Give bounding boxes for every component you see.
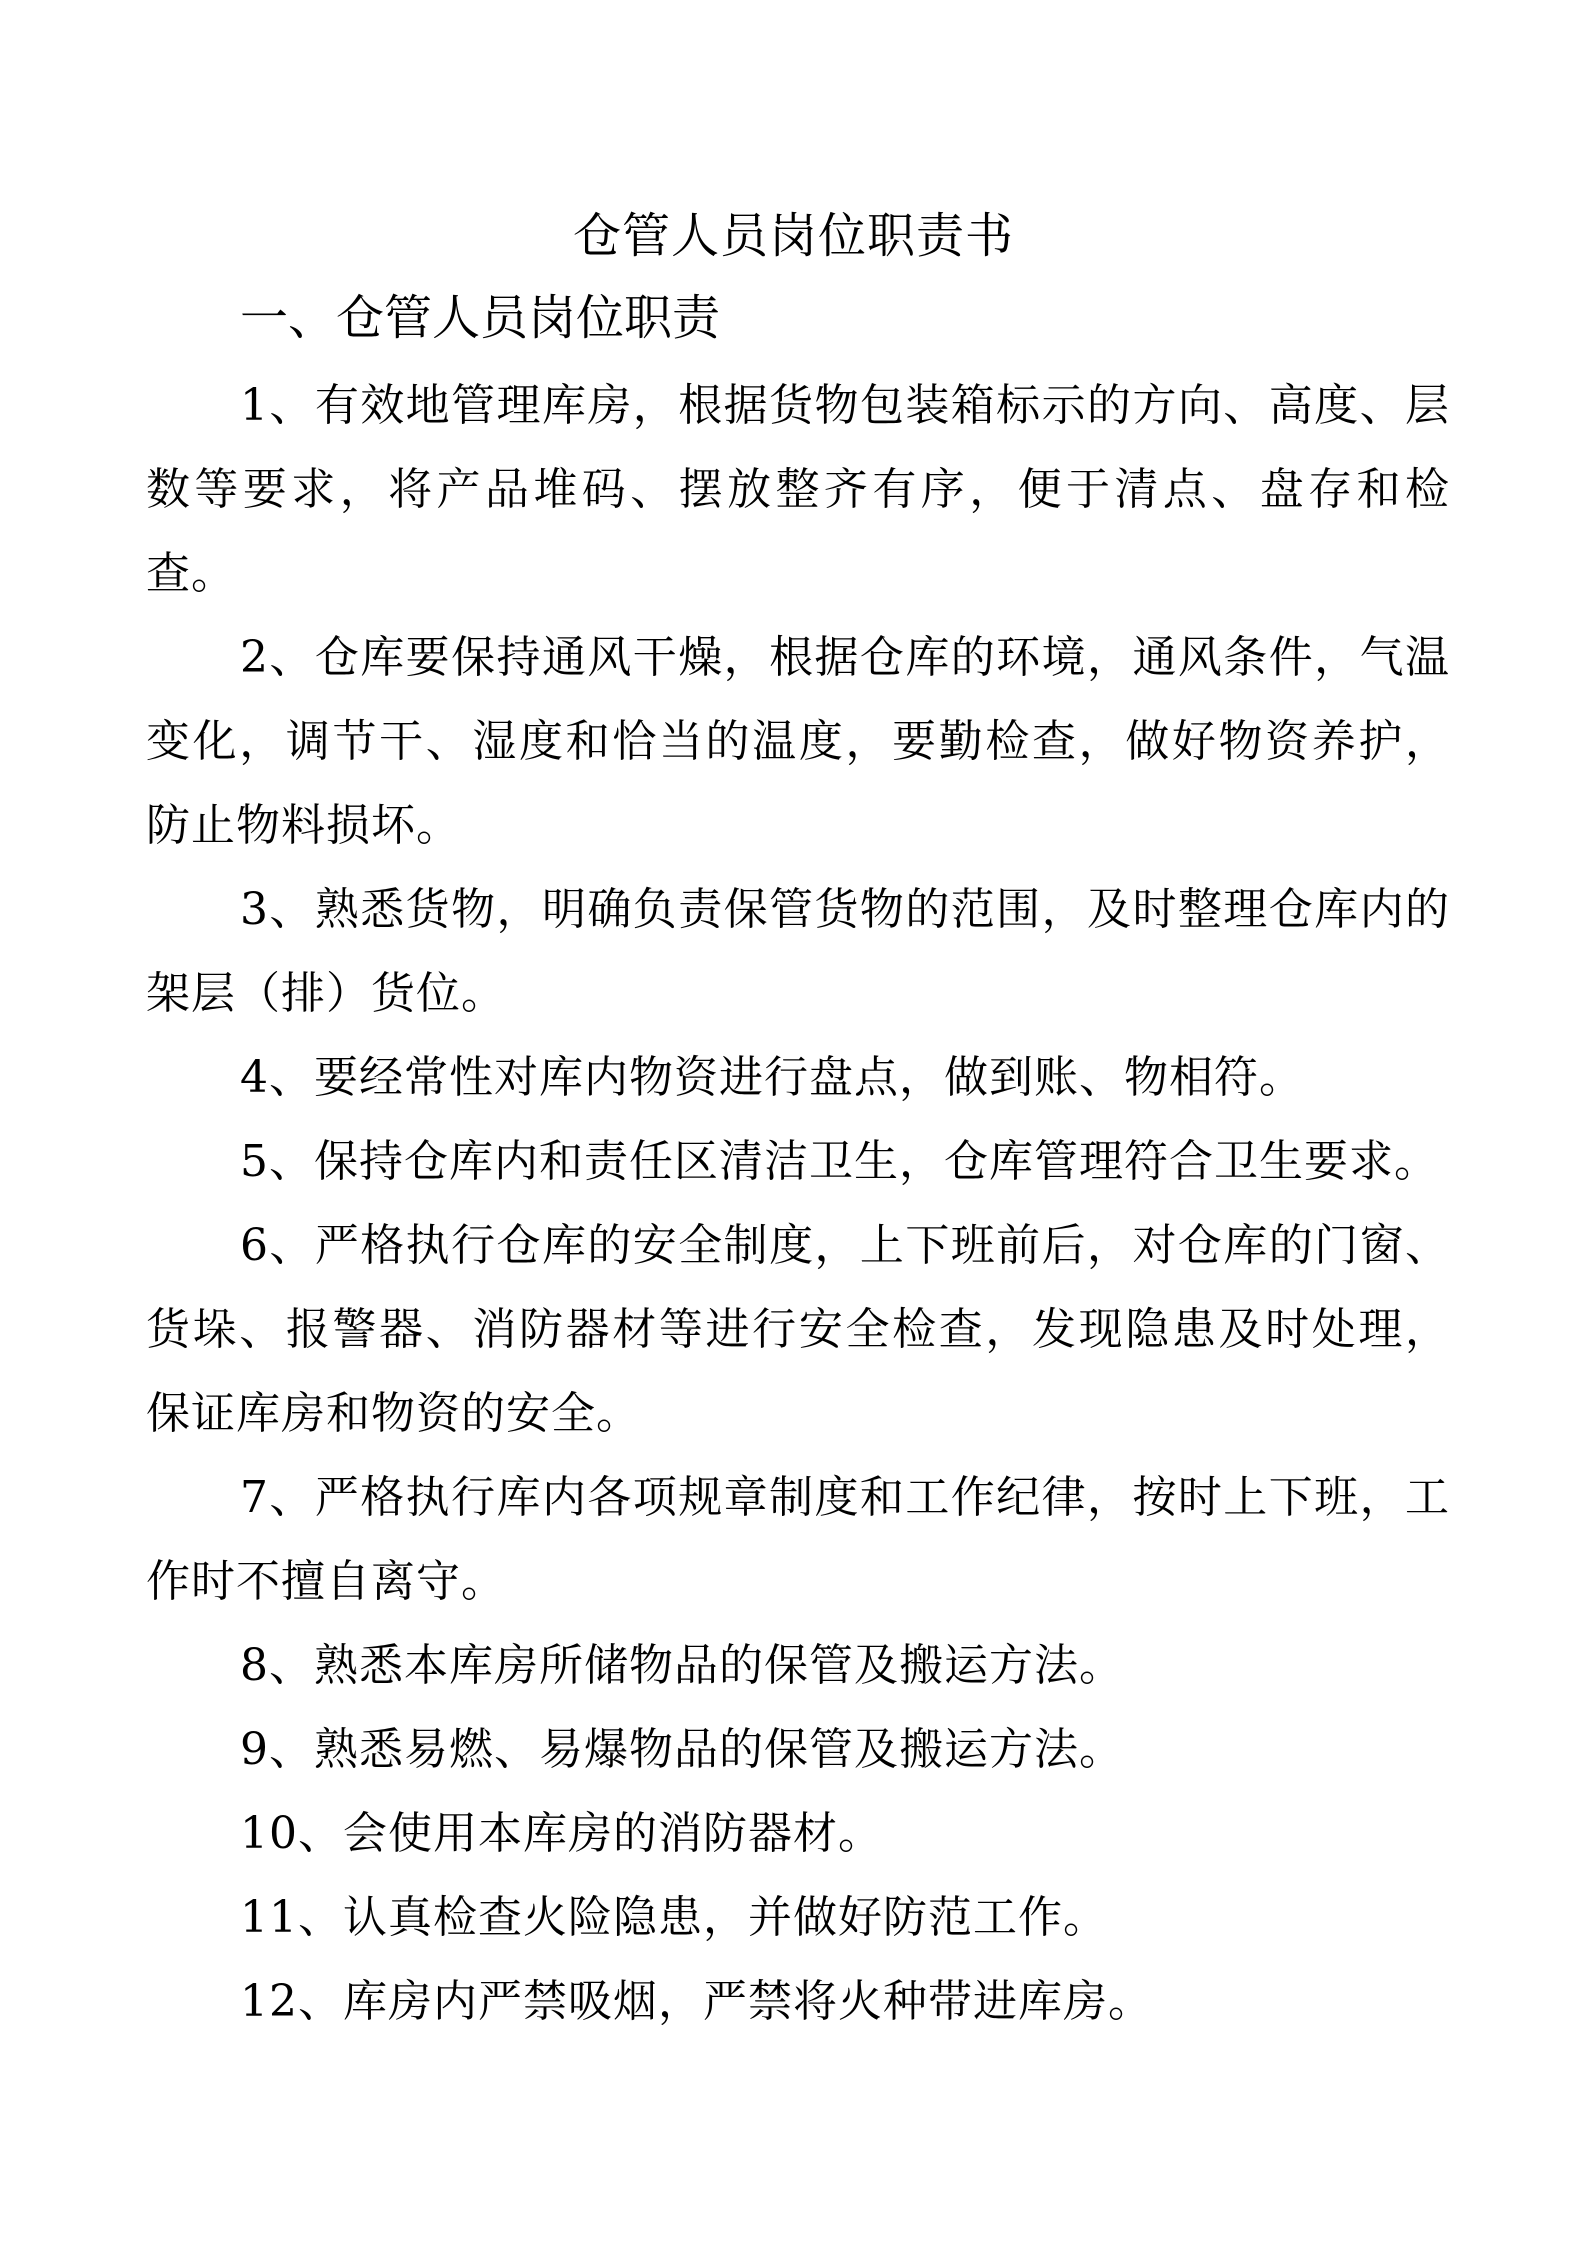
duty-item-5: 5、保持仓库内和责任区清洁卫生，仓库管理符合卫生要求。 — [240, 1136, 1439, 1187]
duty-item-12: 12、库房内严禁吸烟，严禁将火种带进库房。 — [240, 1976, 1153, 2027]
duty-item-3: 3、熟悉货物，明确负责保管货物的范围，及时整理仓库内的架层（排）货位。 — [146, 884, 1450, 1019]
duty-item-1: 1、有效地管理库房，根据货物包装箱标示的方向、高度、层数等要求，将产品堆码、摆放整齐有序，便于清点、盘存和检查。 — [146, 380, 1450, 599]
duty-item-11: 11、认真检查火险隐患，并做好防范工作。 — [240, 1892, 1108, 1943]
duty-item-6: 6、严格执行仓库的安全制度，上下班前后，对仓库的门窗、货垛、报警器、消防器材等进行安全检查，发现隐患及时处理，保证库房和物资的安全。 — [146, 1220, 1450, 1439]
duty-item-10: 10、会使用本库房的消防器材。 — [240, 1808, 883, 1859]
duty-item-4: 4、要经常性对库内物资进行盘点，做到账、物相符。 — [240, 1052, 1304, 1103]
duty-item-2: 2、仓库要保持通风干燥，根据仓库的环境，通风条件，气温变化，调节干、湿度和恰当的温度，要勤检查，做好物资养护，防止物料损坏。 — [146, 632, 1450, 851]
duty-item-8: 8、熟悉本库房所储物品的保管及搬运方法。 — [240, 1640, 1124, 1691]
section-heading: 一、仓管人员岗位职责 — [240, 290, 721, 346]
duty-item-9: 9、熟悉易燃、易爆物品的保管及搬运方法。 — [240, 1724, 1124, 1775]
document-body — [146, 364, 1450, 2044]
document-title: 仓管人员岗位职责书 — [572, 208, 1014, 264]
duty-item-7: 7、严格执行库内各项规章制度和工作纪律，按时上下班，工作时不擅自离守。 — [146, 1472, 1450, 1607]
